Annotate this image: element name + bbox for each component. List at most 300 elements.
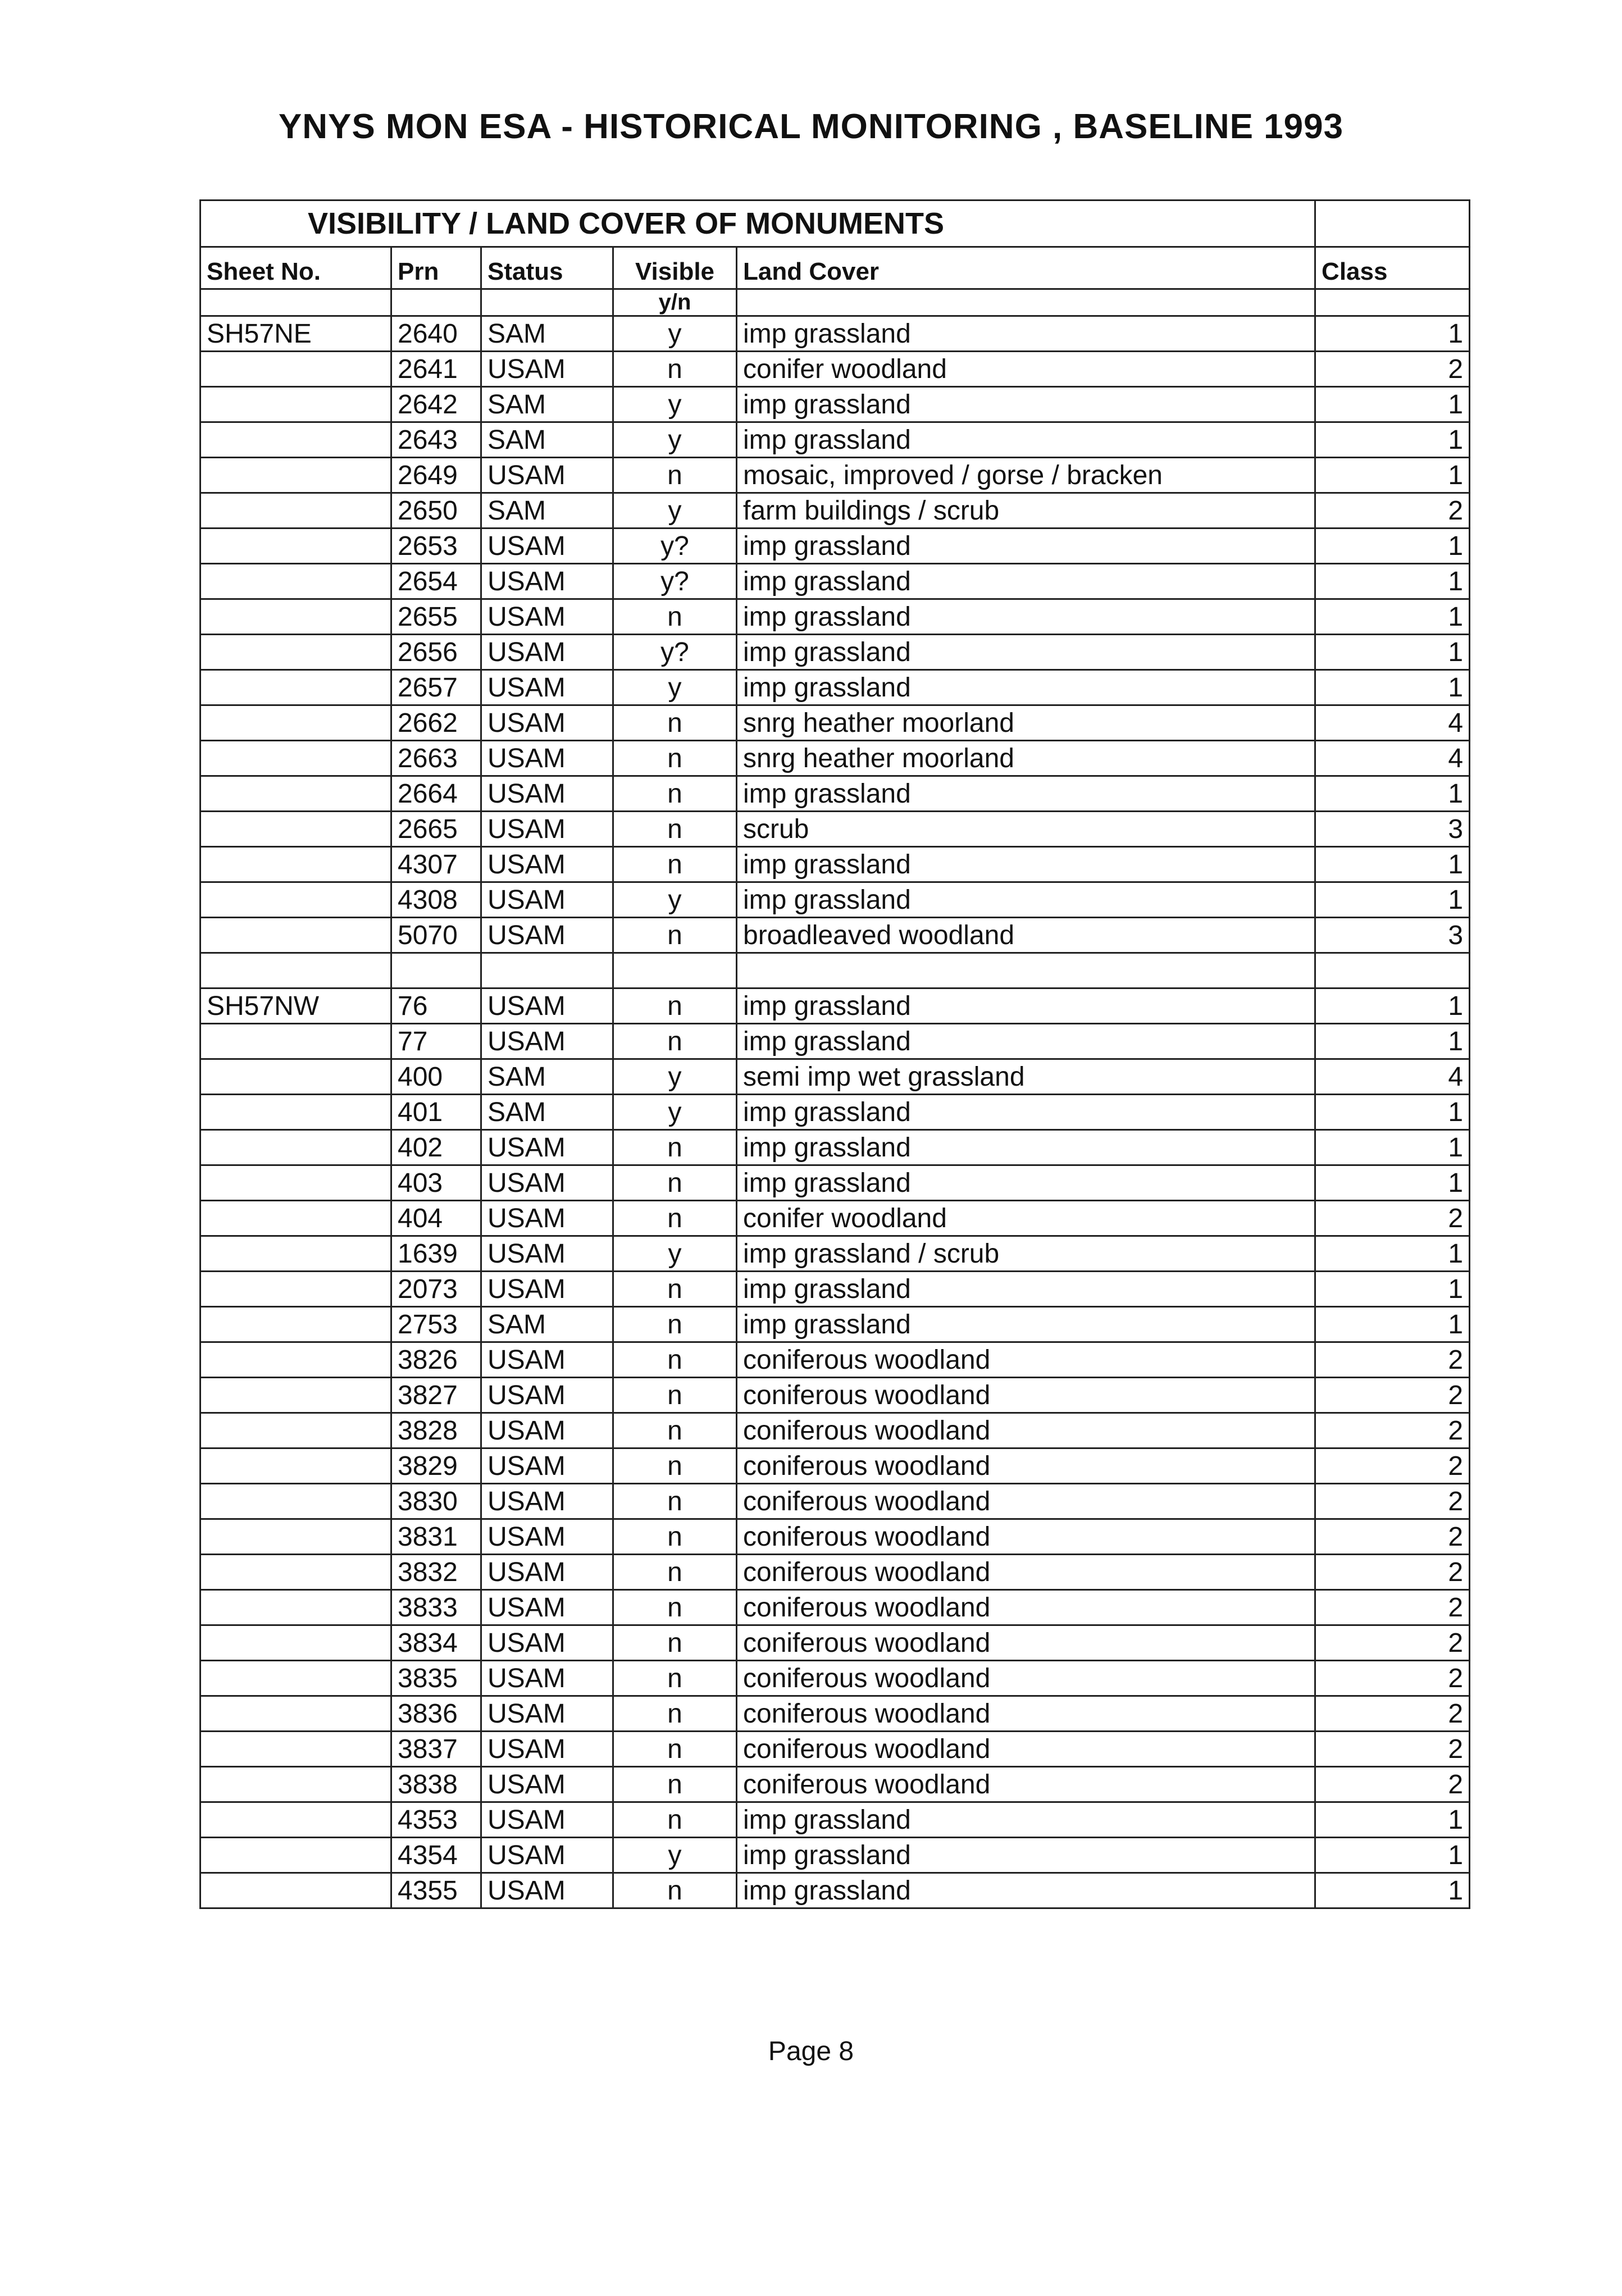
table-row <box>201 847 1470 882</box>
land-cover-cell: imp grassland <box>737 422 1315 458</box>
land-cover-cell: coniferous woodland <box>737 1342 1315 1378</box>
land-cover-cell: semi imp wet grassland <box>737 1059 1315 1095</box>
visible-cell: n <box>613 1413 737 1448</box>
land-cover-cell: coniferous woodland <box>737 1625 1315 1661</box>
status-cell: USAM <box>481 988 613 1024</box>
prn-cell: 3828 <box>391 1413 481 1448</box>
visible-cell: y <box>613 1236 737 1272</box>
land-cover-cell: imp grassland <box>737 529 1315 564</box>
status-cell: USAM <box>481 1342 613 1378</box>
prn-cell: 2664 <box>391 776 481 812</box>
status-cell: USAM <box>481 1625 613 1661</box>
status-cell: SAM <box>481 1307 613 1342</box>
table-row <box>201 352 1470 387</box>
sheet-cell <box>201 882 391 918</box>
prn-cell: 2650 <box>391 493 481 529</box>
status-cell: USAM <box>481 1272 613 1307</box>
visible-cell: n <box>613 1661 737 1696</box>
header-row <box>201 247 1470 289</box>
sheet-cell <box>201 1767 391 1802</box>
land-cover-cell: broadleaved woodland <box>737 918 1315 953</box>
visible-cell: y <box>613 422 737 458</box>
class-cell: 1 <box>1315 1838 1470 1873</box>
sheet-cell <box>201 1484 391 1519</box>
status-cell: USAM <box>481 812 613 847</box>
table-row <box>201 1130 1470 1165</box>
table-row <box>201 1024 1470 1059</box>
class-cell: 1 <box>1315 847 1470 882</box>
visible-cell: y <box>613 316 737 352</box>
prn-cell: 1639 <box>391 1236 481 1272</box>
visible-cell: n <box>613 1484 737 1519</box>
visible-cell: n <box>613 1165 737 1201</box>
sheet-cell <box>201 352 391 387</box>
land-cover-cell: imp grassland <box>737 1802 1315 1838</box>
prn-cell: 2073 <box>391 1272 481 1307</box>
table-row <box>201 741 1470 776</box>
visible-cell: n <box>613 1590 737 1625</box>
status-cell: SAM <box>481 1059 613 1095</box>
land-cover-cell: imp grassland <box>737 1873 1315 1908</box>
visible-cell: n <box>613 352 737 387</box>
table-row <box>201 1802 1470 1838</box>
header-visible: Visible <box>613 247 737 289</box>
visible-cell: y <box>613 493 737 529</box>
table-row <box>201 1696 1470 1732</box>
land-cover-cell: coniferous woodland <box>737 1661 1315 1696</box>
prn-cell: 2643 <box>391 422 481 458</box>
visible-cell: y <box>613 1838 737 1873</box>
status-cell: SAM <box>481 422 613 458</box>
visible-cell: y <box>613 882 737 918</box>
prn-cell: 2641 <box>391 352 481 387</box>
status-cell: USAM <box>481 1165 613 1201</box>
prn-cell: 5070 <box>391 918 481 953</box>
table-row <box>201 422 1470 458</box>
group-spacer-row <box>201 953 1470 988</box>
sheet-cell <box>201 741 391 776</box>
land-cover-cell: imp grassland <box>737 1272 1315 1307</box>
prn-cell: 4354 <box>391 1838 481 1873</box>
table-row <box>201 1413 1470 1448</box>
class-cell: 2 <box>1315 352 1470 387</box>
visible-cell: y? <box>613 564 737 599</box>
sheet-cell <box>201 1555 391 1590</box>
sheet-cell <box>201 529 391 564</box>
status-cell: USAM <box>481 1024 613 1059</box>
visible-cell: y? <box>613 529 737 564</box>
caption-blank-cell <box>1315 201 1470 247</box>
status-cell: USAM <box>481 741 613 776</box>
class-cell: 4 <box>1315 741 1470 776</box>
table-row <box>201 1201 1470 1236</box>
class-cell: 2 <box>1315 1519 1470 1555</box>
prn-cell: 3831 <box>391 1519 481 1555</box>
prn-cell: 2649 <box>391 458 481 493</box>
class-cell: 2 <box>1315 1448 1470 1484</box>
class-cell: 1 <box>1315 670 1470 705</box>
class-cell: 1 <box>1315 1024 1470 1059</box>
land-cover-cell: coniferous woodland <box>737 1696 1315 1732</box>
class-cell: 2 <box>1315 1732 1470 1767</box>
table-row <box>201 670 1470 705</box>
table-row <box>201 458 1470 493</box>
land-cover-cell: coniferous woodland <box>737 1413 1315 1448</box>
visible-cell: n <box>613 847 737 882</box>
class-cell: 1 <box>1315 422 1470 458</box>
land-cover-cell: coniferous woodland <box>737 1732 1315 1767</box>
table-row <box>201 812 1470 847</box>
status-cell: USAM <box>481 1838 613 1873</box>
land-cover-cell: imp grassland <box>737 882 1315 918</box>
class-cell: 1 <box>1315 1130 1470 1165</box>
status-cell: USAM <box>481 1236 613 1272</box>
prn-cell: 3838 <box>391 1767 481 1802</box>
header-prn: Prn <box>391 247 481 289</box>
table-row <box>201 529 1470 564</box>
status-cell: SAM <box>481 316 613 352</box>
class-cell: 3 <box>1315 918 1470 953</box>
sheet-cell <box>201 705 391 741</box>
prn-cell: 3834 <box>391 1625 481 1661</box>
class-cell: 4 <box>1315 705 1470 741</box>
status-cell: USAM <box>481 882 613 918</box>
visible-cell: y <box>613 387 737 422</box>
status-cell: SAM <box>481 1095 613 1130</box>
visible-cell: n <box>613 918 737 953</box>
class-cell: 2 <box>1315 493 1470 529</box>
status-cell: USAM <box>481 1130 613 1165</box>
prn-cell: 4353 <box>391 1802 481 1838</box>
visible-cell: n <box>613 1555 737 1590</box>
land-cover-cell: imp grassland <box>737 1130 1315 1165</box>
visible-cell: n <box>613 1272 737 1307</box>
class-cell: 2 <box>1315 1767 1470 1802</box>
status-cell: USAM <box>481 1201 613 1236</box>
land-cover-cell: imp grassland <box>737 776 1315 812</box>
land-cover-cell: imp grassland <box>737 988 1315 1024</box>
visible-cell: n <box>613 1201 737 1236</box>
sheet-cell <box>201 1342 391 1378</box>
status-cell: USAM <box>481 1519 613 1555</box>
prn-cell: 3833 <box>391 1590 481 1625</box>
table-row <box>201 1732 1470 1767</box>
table-row <box>201 705 1470 741</box>
visible-cell: y <box>613 1059 737 1095</box>
table-row <box>201 387 1470 422</box>
land-cover-cell: scrub <box>737 812 1315 847</box>
prn-cell: 3835 <box>391 1661 481 1696</box>
prn-cell: 76 <box>391 988 481 1024</box>
sheet-cell <box>201 812 391 847</box>
status-cell: USAM <box>481 1767 613 1802</box>
status-cell: USAM <box>481 1378 613 1413</box>
table-row <box>201 1095 1470 1130</box>
visible-cell: n <box>613 1448 737 1484</box>
land-cover-cell: imp grassland / scrub <box>737 1236 1315 1272</box>
sheet-cell <box>201 670 391 705</box>
land-cover-cell: imp grassland <box>737 670 1315 705</box>
class-cell: 2 <box>1315 1342 1470 1378</box>
table-row <box>201 988 1470 1024</box>
visible-cell: n <box>613 1024 737 1059</box>
visible-cell: n <box>613 1767 737 1802</box>
class-cell: 1 <box>1315 1165 1470 1201</box>
visible-cell: n <box>613 1378 737 1413</box>
sheet-cell <box>201 1165 391 1201</box>
sheet-cell <box>201 1661 391 1696</box>
visible-cell: n <box>613 1625 737 1661</box>
prn-cell: 2662 <box>391 705 481 741</box>
visible-cell: y <box>613 1095 737 1130</box>
table-row <box>201 1484 1470 1519</box>
prn-cell: 2655 <box>391 599 481 635</box>
prn-cell: 404 <box>391 1201 481 1236</box>
table-row <box>201 564 1470 599</box>
land-cover-cell: mosaic, improved / gorse / bracken <box>737 458 1315 493</box>
class-cell: 1 <box>1315 458 1470 493</box>
monuments-table <box>199 199 1470 1909</box>
table-row <box>201 1272 1470 1307</box>
land-cover-cell: imp grassland <box>737 1838 1315 1873</box>
prn-cell: 2753 <box>391 1307 481 1342</box>
prn-cell: 3830 <box>391 1484 481 1519</box>
sheet-cell <box>201 847 391 882</box>
table-row <box>201 493 1470 529</box>
status-cell: USAM <box>481 352 613 387</box>
header-visible-yn: y/n <box>613 289 737 316</box>
sheet-cell: SH57NE <box>201 316 391 352</box>
class-cell: 1 <box>1315 1802 1470 1838</box>
land-cover-cell: farm buildings / scrub <box>737 493 1315 529</box>
table-row <box>201 1767 1470 1802</box>
class-cell: 1 <box>1315 1272 1470 1307</box>
sheet-cell <box>201 1696 391 1732</box>
prn-cell: 2642 <box>391 387 481 422</box>
visible-cell: n <box>613 812 737 847</box>
class-cell: 1 <box>1315 387 1470 422</box>
sheet-cell <box>201 1130 391 1165</box>
visible-cell: n <box>613 1307 737 1342</box>
visible-cell: n <box>613 599 737 635</box>
class-cell: 1 <box>1315 564 1470 599</box>
class-cell: 1 <box>1315 1873 1470 1908</box>
prn-cell: 4355 <box>391 1873 481 1908</box>
sheet-cell <box>201 1378 391 1413</box>
table-row <box>201 1873 1470 1908</box>
class-cell: 1 <box>1315 988 1470 1024</box>
class-cell: 4 <box>1315 1059 1470 1095</box>
header-status: Status <box>481 247 613 289</box>
land-cover-cell: imp grassland <box>737 316 1315 352</box>
land-cover-cell: coniferous woodland <box>737 1448 1315 1484</box>
visible-cell: n <box>613 1696 737 1732</box>
class-cell: 2 <box>1315 1625 1470 1661</box>
table-row <box>201 1342 1470 1378</box>
table-row <box>201 1059 1470 1095</box>
prn-cell: 400 <box>391 1059 481 1095</box>
sheet-cell <box>201 493 391 529</box>
sheet-cell <box>201 1201 391 1236</box>
land-cover-cell: coniferous woodland <box>737 1555 1315 1590</box>
table-row <box>201 599 1470 635</box>
class-cell: 1 <box>1315 1095 1470 1130</box>
status-cell: USAM <box>481 1555 613 1590</box>
status-cell: USAM <box>481 918 613 953</box>
status-cell: USAM <box>481 1732 613 1767</box>
sheet-cell <box>201 387 391 422</box>
table-row <box>201 1165 1470 1201</box>
status-cell: USAM <box>481 564 613 599</box>
sheet-cell <box>201 1307 391 1342</box>
visible-cell: n <box>613 741 737 776</box>
visible-cell: y? <box>613 635 737 670</box>
class-cell: 1 <box>1315 776 1470 812</box>
table-row <box>201 1838 1470 1873</box>
status-cell: USAM <box>481 1696 613 1732</box>
land-cover-cell: conifer woodland <box>737 1201 1315 1236</box>
status-cell: USAM <box>481 1484 613 1519</box>
status-cell: USAM <box>481 1413 613 1448</box>
table-row <box>201 1307 1470 1342</box>
status-cell: USAM <box>481 847 613 882</box>
sheet-cell <box>201 1236 391 1272</box>
land-cover-cell: coniferous woodland <box>737 1590 1315 1625</box>
visible-cell: n <box>613 776 737 812</box>
table-row <box>201 1236 1470 1272</box>
prn-cell: 2665 <box>391 812 481 847</box>
table-row <box>201 1661 1470 1696</box>
sheet-cell <box>201 1272 391 1307</box>
sheet-cell: SH57NW <box>201 988 391 1024</box>
sheet-cell <box>201 1413 391 1448</box>
prn-cell: 2640 <box>391 316 481 352</box>
class-cell: 2 <box>1315 1590 1470 1625</box>
status-cell: USAM <box>481 1590 613 1625</box>
header-land-cover: Land Cover <box>737 247 1315 289</box>
sheet-cell <box>201 776 391 812</box>
sheet-cell <box>201 1625 391 1661</box>
land-cover-cell: snrg heather moorland <box>737 741 1315 776</box>
status-cell: USAM <box>481 670 613 705</box>
class-cell: 2 <box>1315 1555 1470 1590</box>
status-cell: USAM <box>481 1448 613 1484</box>
land-cover-cell: imp grassland <box>737 1165 1315 1201</box>
sheet-cell <box>201 1802 391 1838</box>
header-sheet-no: Sheet No. <box>201 247 391 289</box>
land-cover-cell: imp grassland <box>737 847 1315 882</box>
land-cover-cell: coniferous woodland <box>737 1484 1315 1519</box>
prn-cell: 2663 <box>391 741 481 776</box>
land-cover-cell: coniferous woodland <box>737 1767 1315 1802</box>
table-row <box>201 776 1470 812</box>
status-cell: SAM <box>481 387 613 422</box>
visible-cell: n <box>613 1519 737 1555</box>
class-cell: 2 <box>1315 1201 1470 1236</box>
sheet-cell <box>201 1732 391 1767</box>
class-cell: 1 <box>1315 635 1470 670</box>
sheet-cell <box>201 1095 391 1130</box>
status-cell: USAM <box>481 529 613 564</box>
land-cover-cell: snrg heather moorland <box>737 705 1315 741</box>
land-cover-cell: imp grassland <box>737 599 1315 635</box>
table-body <box>201 201 1470 1908</box>
page-title: YNYS MON ESA - HISTORICAL MONITORING , BASELINE 1993 <box>278 107 1344 146</box>
visible-cell: n <box>613 1873 737 1908</box>
prn-cell: 3826 <box>391 1342 481 1378</box>
header-class: Class <box>1315 247 1470 289</box>
prn-cell: 3837 <box>391 1732 481 1767</box>
status-cell: SAM <box>481 493 613 529</box>
prn-cell: 3832 <box>391 1555 481 1590</box>
land-cover-cell: imp grassland <box>737 635 1315 670</box>
status-cell: USAM <box>481 635 613 670</box>
visible-cell: y <box>613 670 737 705</box>
land-cover-cell: imp grassland <box>737 387 1315 422</box>
class-cell: 1 <box>1315 1236 1470 1272</box>
table-row <box>201 882 1470 918</box>
prn-cell: 403 <box>391 1165 481 1201</box>
class-cell: 1 <box>1315 529 1470 564</box>
visible-cell: n <box>613 458 737 493</box>
class-cell: 1 <box>1315 599 1470 635</box>
table-row <box>201 1448 1470 1484</box>
status-cell: USAM <box>481 776 613 812</box>
land-cover-cell: conifer woodland <box>737 352 1315 387</box>
sheet-cell <box>201 1838 391 1873</box>
status-cell: USAM <box>481 1873 613 1908</box>
prn-cell: 4308 <box>391 882 481 918</box>
prn-cell: 402 <box>391 1130 481 1165</box>
class-cell: 2 <box>1315 1413 1470 1448</box>
class-cell: 1 <box>1315 316 1470 352</box>
sheet-cell <box>201 635 391 670</box>
class-cell: 2 <box>1315 1661 1470 1696</box>
status-cell: USAM <box>481 1802 613 1838</box>
land-cover-cell: imp grassland <box>737 564 1315 599</box>
table-row <box>201 1519 1470 1555</box>
prn-cell: 3836 <box>391 1696 481 1732</box>
prn-cell: 2654 <box>391 564 481 599</box>
table-row <box>201 635 1470 670</box>
sheet-cell <box>201 1519 391 1555</box>
table-row <box>201 316 1470 352</box>
sheet-cell <box>201 1590 391 1625</box>
prn-cell: 3829 <box>391 1448 481 1484</box>
sheet-cell <box>201 1024 391 1059</box>
class-cell: 2 <box>1315 1378 1470 1413</box>
visible-cell: n <box>613 705 737 741</box>
table-caption-row <box>201 201 1470 247</box>
sheet-cell <box>201 564 391 599</box>
sheet-cell <box>201 1059 391 1095</box>
land-cover-cell: coniferous woodland <box>737 1519 1315 1555</box>
table-row <box>201 1590 1470 1625</box>
visible-cell: n <box>613 1130 737 1165</box>
sheet-cell <box>201 599 391 635</box>
visible-cell: n <box>613 1732 737 1767</box>
status-cell: USAM <box>481 705 613 741</box>
class-cell: 1 <box>1315 882 1470 918</box>
table-row <box>201 1625 1470 1661</box>
prn-cell: 2656 <box>391 635 481 670</box>
land-cover-cell: coniferous woodland <box>737 1378 1315 1413</box>
land-cover-cell: imp grassland <box>737 1024 1315 1059</box>
table-row <box>201 1378 1470 1413</box>
status-cell: USAM <box>481 599 613 635</box>
sheet-cell <box>201 1448 391 1484</box>
table-caption: VISIBILITY / LAND COVER OF MONUMENTS <box>201 201 1315 247</box>
